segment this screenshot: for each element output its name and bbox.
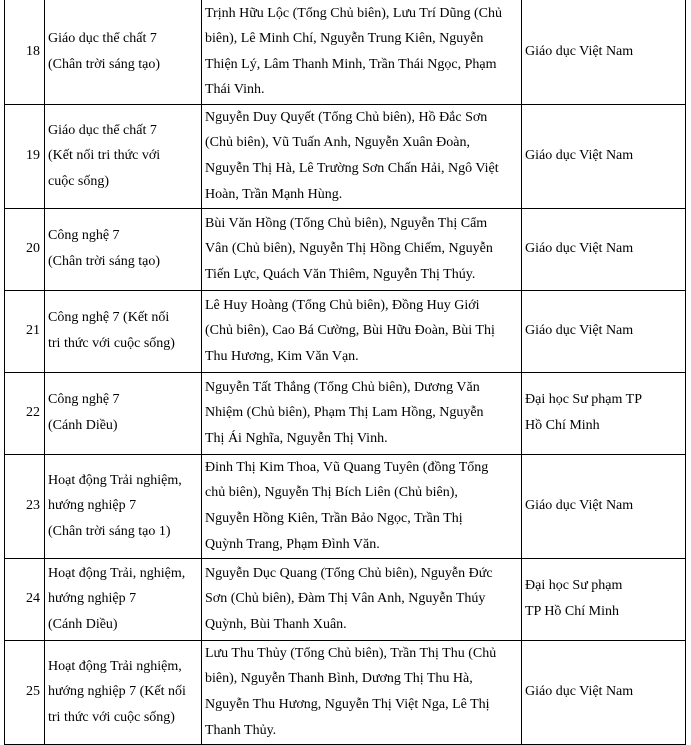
subject-cell: Hoạt động Trải nghiệm, hướng nghiệp 7 (Kết nối tri thức với cuộc sống) [45, 640, 202, 744]
publisher-cell: Đại học Sư phạm TP Hồ Chí Minh [522, 372, 686, 454]
authors-cell: Đinh Thị Kim Thoa, Vũ Quang Tuyên (đồng Tổng chủ biên), Nguyễn Thị Bích Liên (Chủ biên), Nguyễn Hồng Kiên, Trần Bảo Ngọc, Trần Thị Quỳnh Trang, Phạm Đình Văn. [202, 454, 522, 558]
publisher-cell: Giáo dục Việt Nam [522, 0, 686, 104]
table-row [5, 372, 686, 454]
table-row [5, 0, 686, 104]
row-number: 20 [5, 208, 45, 290]
row-number: 24 [5, 558, 45, 640]
publisher-cell: Giáo dục Việt Nam [522, 208, 686, 290]
table-row [5, 640, 686, 744]
publisher-cell: Giáo dục Việt Nam [522, 454, 686, 558]
authors-cell: Bùi Văn Hồng (Tổng Chủ biên), Nguyễn Thị Cẩm Vân (Chủ biên), Nguyễn Thị Hồng Chiếm, Nguyễn Tiến Lực, Quách Văn Thiêm, Nguyễn Thị Thúy. [202, 208, 522, 290]
authors-cell: Nguyễn Dục Quang (Tổng Chủ biên), Nguyễn Đức Sơn (Chủ biên), Đàm Thị Vân Anh, Nguyễn Thúy Quỳnh, Bùi Thanh Xuân. [202, 558, 522, 640]
row-number: 18 [5, 0, 45, 104]
authors-cell: Nguyễn Tất Thắng (Tổng Chủ biên), Dương Văn Nhiệm (Chủ biên), Phạm Thị Lam Hồng, Nguyễn Thị Ái Nghĩa, Nguyễn Thị Vinh. [202, 372, 522, 454]
row-number: 22 [5, 372, 45, 454]
subject-cell: Giáo dục thể chất 7 (Kết nối tri thức với cuộc sống) [45, 104, 202, 208]
publisher-cell: Giáo dục Việt Nam [522, 290, 686, 372]
authors-cell: Trịnh Hữu Lộc (Tổng Chủ biên), Lưu Trí Dũng (Chủ biên), Lê Minh Chí, Nguyễn Trung Kiên, Nguyễn Thiện Lý, Lâm Thanh Minh, Trần Thái Ngọc, Phạm Thái Vinh. [202, 0, 522, 104]
row-number: 25 [5, 640, 45, 744]
subject-cell: Giáo dục thể chất 7 (Chân trời sáng tạo) [45, 0, 202, 104]
subject-cell: Công nghệ 7 (Kết nối tri thức với cuộc sống) [45, 290, 202, 372]
table-row [5, 290, 686, 372]
subject-cell: Công nghệ 7 (Cánh Diều) [45, 372, 202, 454]
publisher-cell: Giáo dục Việt Nam [522, 104, 686, 208]
authors-cell: Lê Huy Hoàng (Tổng Chủ biên), Đồng Huy Giới (Chủ biên), Cao Bá Cường, Bùi Hữu Đoàn, Bùi Thị Thu Hương, Kim Văn Vạn. [202, 290, 522, 372]
table-row [5, 104, 686, 208]
authors-cell: Lưu Thu Thủy (Tổng Chủ biên), Trần Thị Thu (Chủ biên), Nguyễn Thanh Bình, Dương Thị Thu Hà, Nguyễn Thu Hương, Nguyễn Thị Việt Nga, Lê Thị Thanh Thủy. [202, 640, 522, 744]
row-number: 21 [5, 290, 45, 372]
authors-cell: Nguyễn Duy Quyết (Tổng Chủ biên), Hồ Đắc Sơn (Chủ biên), Vũ Tuấn Anh, Nguyễn Xuân Đoàn, Nguyễn Thị Hà, Lê Trường Sơn Chấn Hải, Ngô Việt Hoàn, Trần Mạnh Hùng. [202, 104, 522, 208]
row-number: 23 [5, 454, 45, 558]
subject-cell: Hoạt động Trải nghiệm, hướng nghiệp 7 (Chân trời sáng tạo 1) [45, 454, 202, 558]
row-number: 19 [5, 104, 45, 208]
table-row [5, 558, 686, 640]
subject-cell: Hoạt động Trải, nghiệm, hướng nghiệp 7 (Cánh Diều) [45, 558, 202, 640]
textbook-table [4, 0, 686, 745]
subject-cell: Công nghệ 7 (Chân trời sáng tạo) [45, 208, 202, 290]
publisher-cell: Giáo dục Việt Nam [522, 640, 686, 744]
table-row [5, 208, 686, 290]
publisher-cell: Đại học Sư phạm TP Hồ Chí Minh [522, 558, 686, 640]
table-row [5, 454, 686, 558]
